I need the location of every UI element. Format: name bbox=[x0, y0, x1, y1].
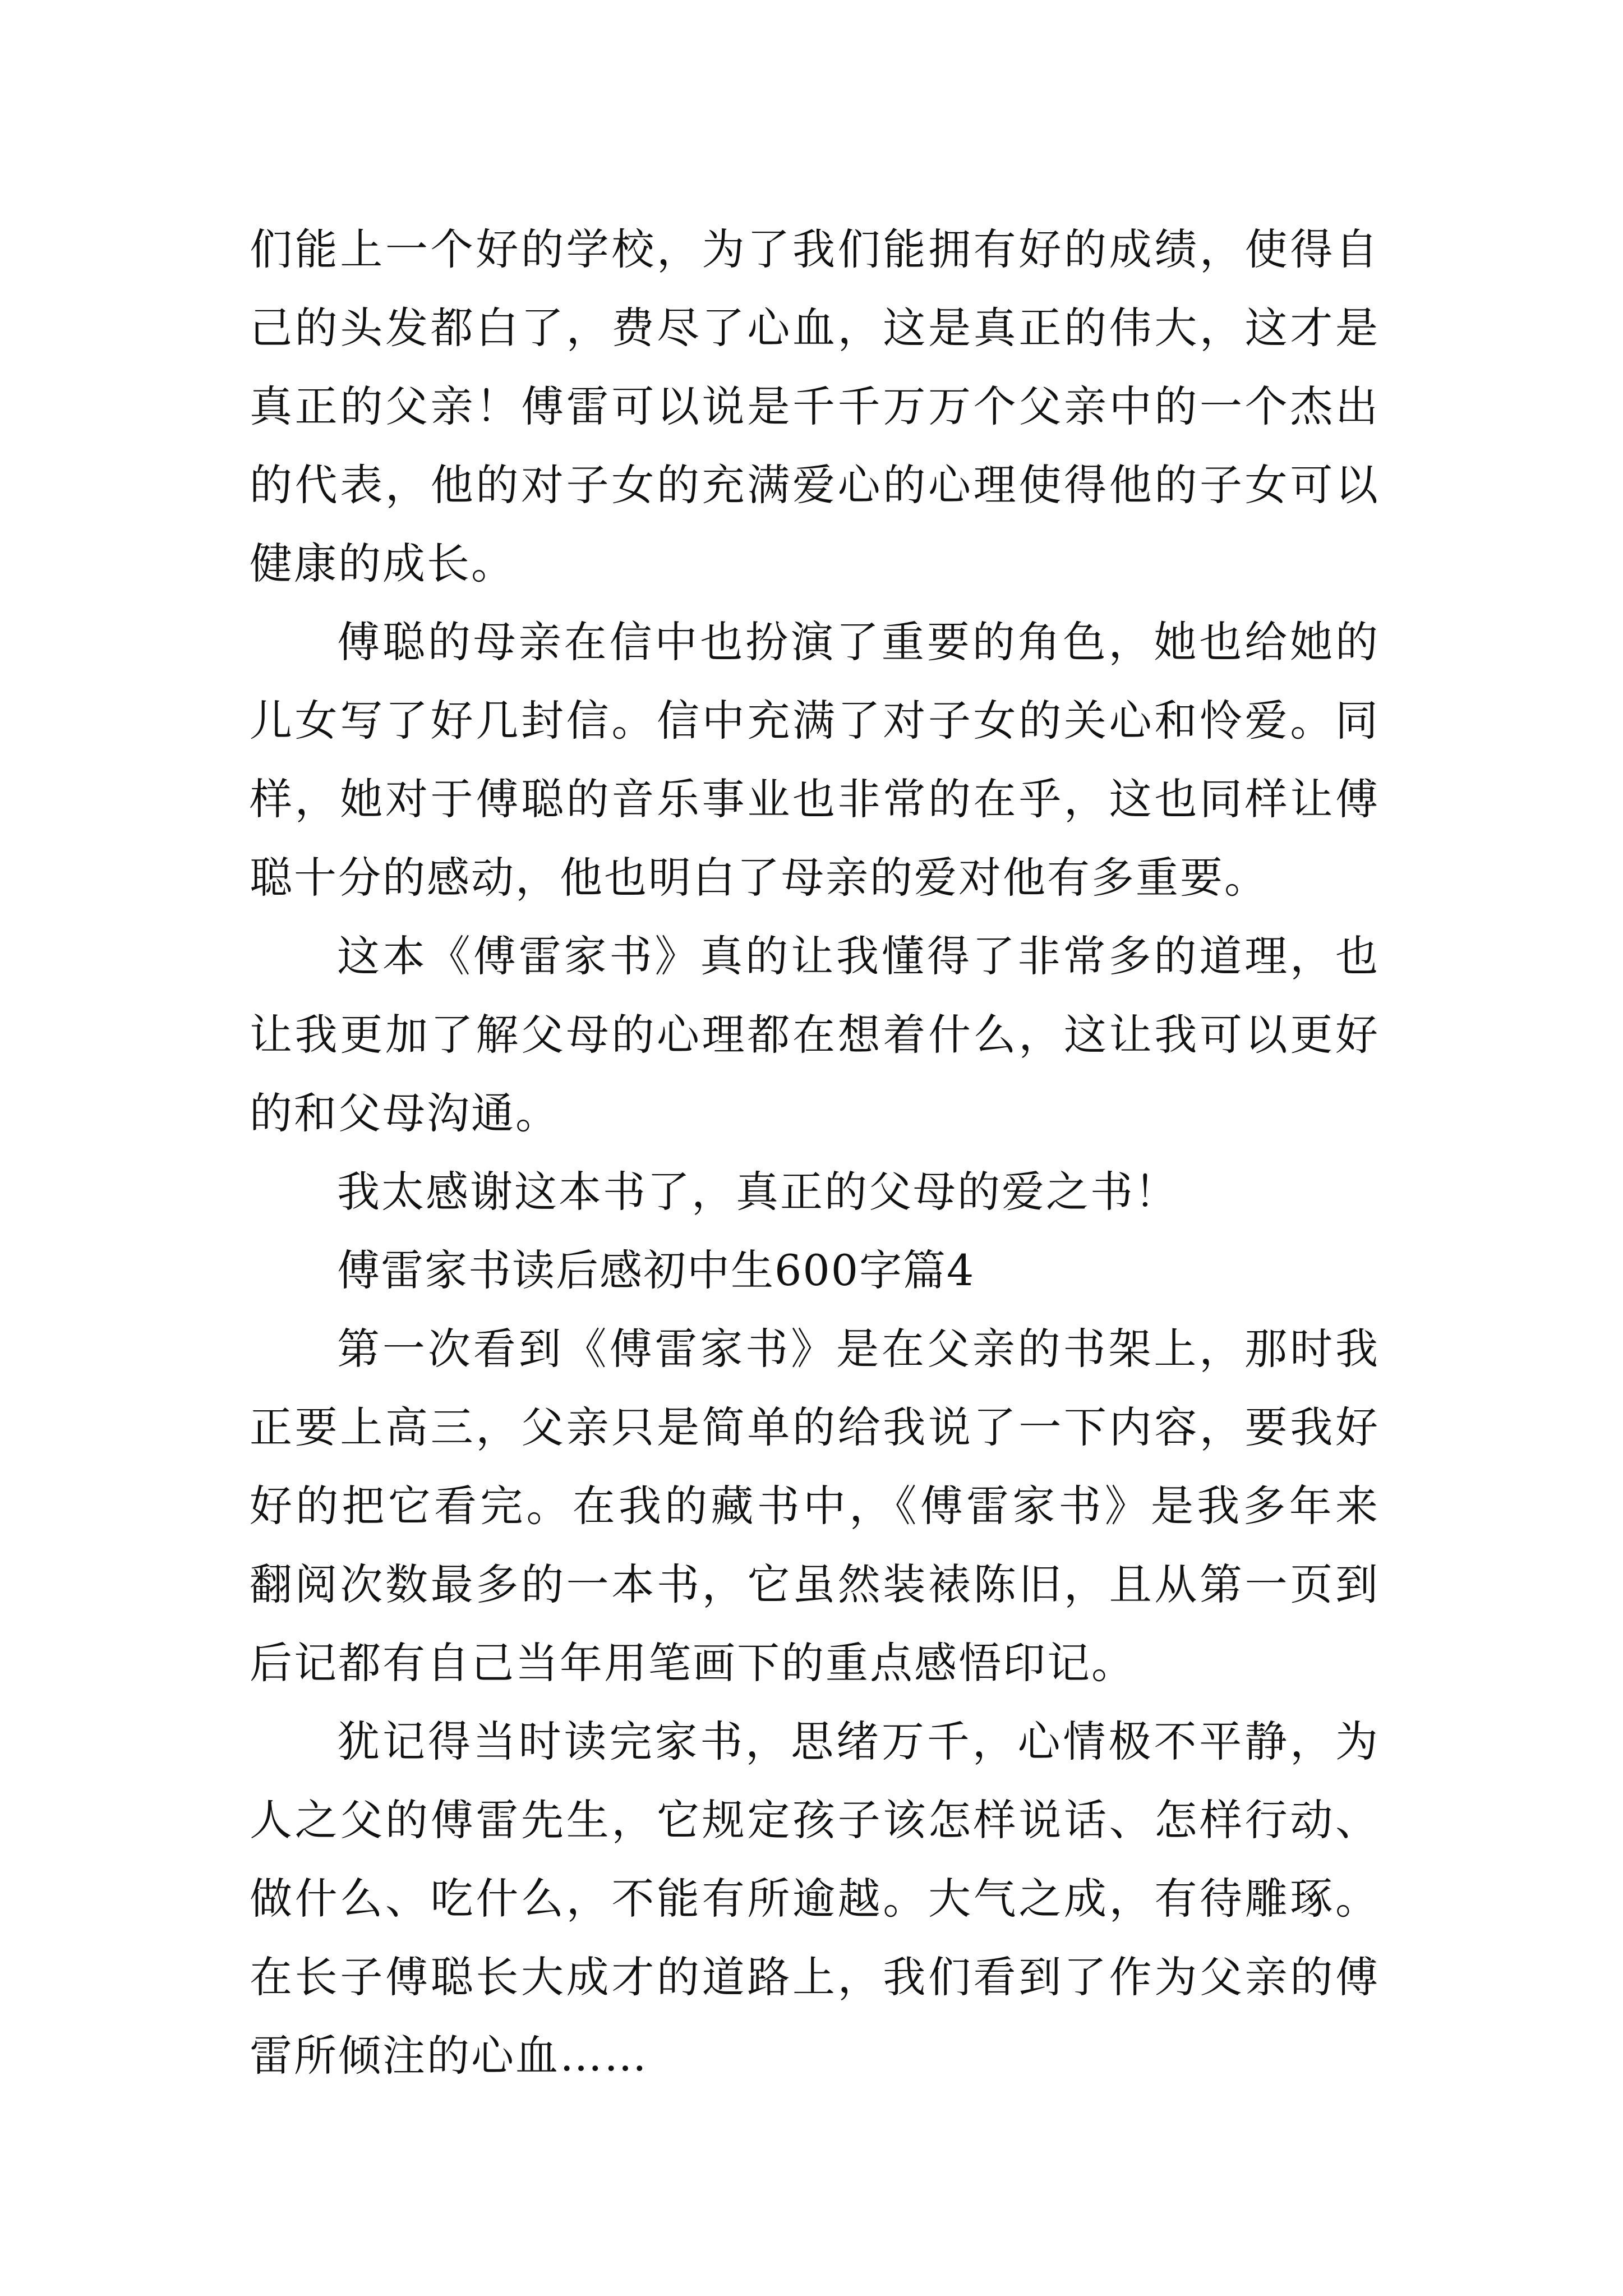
paragraph-3: 这本《傅雷家书》真的让我懂得了非常多的道理，也让我更加了解父母的心理都在想着什么，这让我可以更好的和父母沟通。 bbox=[250, 931, 1380, 1138]
section-heading: 傅雷家书读后感初中生600字篇4 bbox=[337, 1245, 975, 1295]
paragraph-5: 第一次看到《傅雷家书》是在父亲的书架上，那时我正要上高三，父亲只是简单的给我说了一下内容，要我好好的把它看完。在我的藏书中，《傅雷家书》是我多年来翻阅次数最多的一本书，它虽然装裱陈旧，且从第一页到后记都有自己当年用笔画下的重点感悟印记。 bbox=[250, 1324, 1380, 1688]
paragraph-6: 犹记得当时读完家书，思绪万千，心情极不平静，为人之父的傅雷先生，它规定孩子该怎样说话、怎样行动、做什么、吃什么，不能有所逾越。大气之成，有待雕琢。在长子傅聪长大成才的道路上，我们看到了作为父亲的傅雷所倾注的心血…… bbox=[250, 1717, 1380, 2081]
paragraph-4: 我太感谢这本书了，真正的父母的爱之书！ bbox=[337, 1167, 1179, 1217]
paragraph-1: 们能上一个好的学校，为了我们能拥有好的成绩，使得自己的头发都白了，费尽了心血，这是真正的伟大，这才是真正的父亲！傅雷可以说是千千万万个父亲中的一个杰出的代表，他的对子女的充满爱心的心理使得他的子女可以健康的成长。 bbox=[250, 224, 1380, 588]
document-body bbox=[250, 210, 1380, 2095]
paragraph-2: 傅聪的母亲在信中也扮演了重要的角色，她也给她的儿女写了好几封信。信中充满了对子女的关心和怜爱。同样，她对于傅聪的音乐事业也非常的在乎，这也同样让傅聪十分的感动，他也明白了母亲的爱对他有多重要。 bbox=[250, 617, 1380, 903]
